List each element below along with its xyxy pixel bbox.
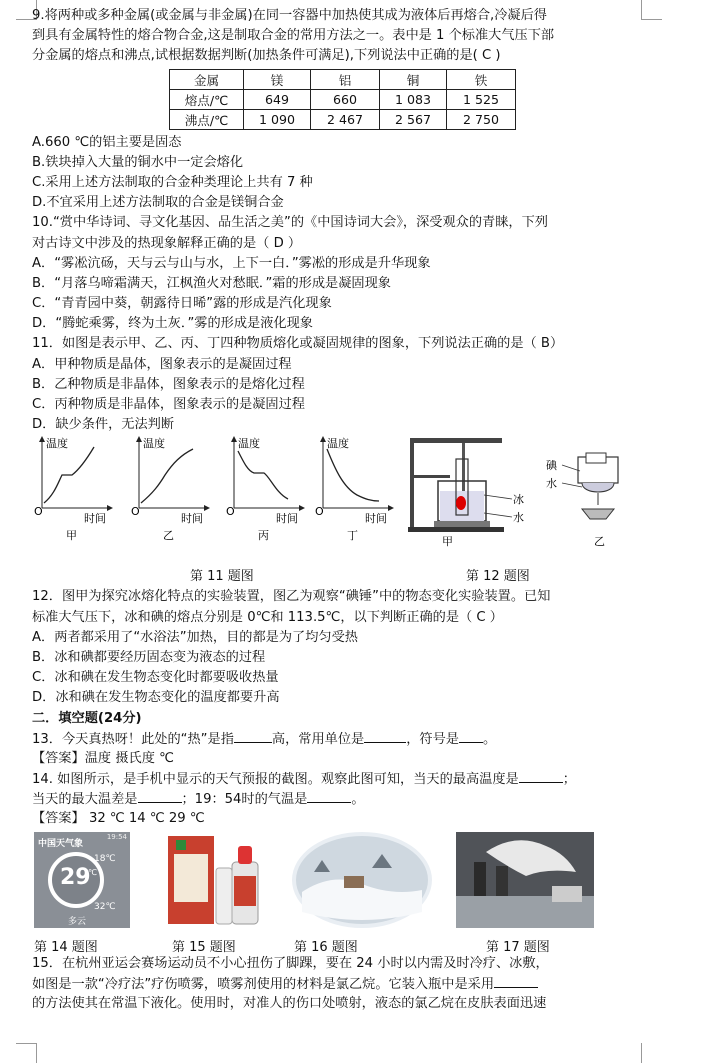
ice-label: 冰 — [513, 493, 524, 507]
q10-line: 对古诗文中涉及的热现象解释正确的是（ D ） — [32, 235, 302, 251]
figure-row-11-12 — [32, 435, 680, 565]
weather-title: 中国天气象 — [38, 838, 84, 849]
graph-ding — [315, 436, 391, 542]
crop-mark — [641, 1043, 642, 1063]
table-cell: 2 567 — [380, 109, 447, 129]
weather-current: 29 — [60, 864, 91, 890]
q15-line: 的方法使其在常温下液化。使用时，对准人的伤口处喷射，液态的氯乙烷在皮肤表面迅速 — [32, 996, 547, 1011]
table-cell: 沸点/℃ — [170, 109, 244, 129]
q9-option: C.采用上述方法制取的合金种类理论上共有 7 种 — [32, 174, 313, 190]
graph-xlabel: 时间 — [365, 512, 387, 526]
q9-option: D.不宜采用上述方法制取的合金是镁铜合金 — [32, 195, 284, 211]
water2-label: 水 — [546, 477, 557, 491]
question-11 — [32, 334, 680, 435]
graph-xlabel: 时间 — [276, 512, 298, 526]
table-cell: 649 — [244, 89, 311, 109]
q10-option: D．“腾蛇乘雾，终为土灰．”雾的形成是液化现象 — [32, 316, 313, 332]
graph-origin: O — [226, 505, 235, 519]
q11-option: B．乙种物质是非晶体，图象表示的是熔化过程 — [32, 376, 305, 392]
ice-melting-apparatus — [408, 438, 524, 548]
crop-mark — [36, 1043, 37, 1063]
table-row — [170, 109, 516, 129]
q11-option: C．丙种物质是非晶体，图象表示的是凝固过程 — [32, 397, 305, 412]
figure-caption: 第 17 题图 — [486, 939, 550, 955]
cold-spray-photo — [166, 832, 276, 928]
figure-caption: 第 16 题图 — [294, 939, 358, 955]
weather-condition: 多云 — [68, 916, 87, 927]
q10-line: 10.“赏中华诗词、寻文化基因、品生活之美”的《中国诗词大会》，深受观众的青睐，下列 — [32, 215, 548, 231]
water-label: 水 — [513, 511, 524, 525]
table-cell: 铜 — [380, 69, 447, 89]
caption-row-14-17 — [32, 934, 680, 954]
q14-text: 14. 如图所示，是手机中显示的天气预报的截图。观察此图可知，当天的最高温度是 — [32, 772, 519, 788]
exam-page — [32, 6, 680, 1014]
q10-option: C．“青青园中葵，朝露待日晞”露的形成是汽化现象 — [32, 296, 332, 312]
figure-caption: 第 15 题图 — [172, 939, 236, 955]
q14-text: ； — [562, 772, 576, 788]
graph-bing — [226, 436, 302, 542]
q15-line — [32, 974, 680, 994]
table-cell: 1 525 — [447, 89, 516, 109]
graph-ylabel: 温度 — [327, 437, 349, 451]
apparatus-name: 甲 — [442, 535, 453, 549]
caption-row-11-12 — [32, 565, 680, 587]
table-cell: 铝 — [311, 69, 380, 89]
graph-name: 甲 — [66, 529, 77, 543]
q12-option: C．冰和碘在发生物态变化时都要吸收热量 — [32, 670, 279, 686]
question-10 — [32, 213, 680, 334]
answer-blank[interactable] — [519, 769, 563, 783]
q13-text: 13．今天真热呀！此处的“热”是指 — [32, 731, 234, 747]
table-cell: 660 — [311, 89, 380, 109]
snow-scene-photo — [292, 832, 432, 928]
q9-option: B.铁块掉入大量的铜水中一定会熔化 — [32, 154, 244, 170]
q13-answer: 【答案】温度 摄氏度 ℃ — [32, 750, 174, 766]
table-cell: 金属 — [170, 69, 244, 89]
q12-line: 12．图甲为探究冰熔化特点的实验装置，图乙为观察“碘锤”中的物态变化实验装置。已知 — [32, 589, 551, 605]
weather-time: 19:54 — [106, 832, 127, 841]
q13-text: 。 — [482, 731, 497, 747]
answer-blank[interactable] — [138, 789, 182, 803]
iodine-hammer-apparatus — [546, 453, 618, 548]
graph-ylabel: 温度 — [238, 437, 260, 451]
q14-answer: 【答案】 32 ℃ 14 ℃ 29 ℃ — [32, 811, 205, 827]
crop-mark — [16, 1043, 36, 1044]
q14-line — [32, 789, 680, 809]
q13-line — [32, 729, 680, 749]
table-header-row — [170, 69, 516, 89]
table-cell: 2 750 — [447, 109, 516, 129]
table-cell: 1 083 — [380, 89, 447, 109]
answer-blank[interactable] — [364, 729, 406, 743]
apparatus-name: 乙 — [594, 535, 605, 549]
question-13 — [32, 729, 680, 769]
q11-line: 11．如图是表示甲、乙、丙、丁四种物质熔化或凝固规律的图象，下列说法正确的是（ B） — [32, 336, 564, 352]
q11-option: D．缺少条件，无法判断 — [32, 417, 175, 433]
graph-origin: O — [315, 505, 324, 519]
table-cell: 铁 — [447, 69, 516, 89]
question-12 — [32, 587, 680, 708]
answer-blank[interactable] — [234, 729, 272, 743]
table-row — [170, 89, 516, 109]
q9-option: A.660 ℃的铝主要是固态 — [32, 134, 182, 150]
metal-table — [169, 69, 516, 130]
q14-text: ；19：54时的气温是 — [181, 792, 308, 808]
snow-machine-photo — [456, 832, 594, 928]
graph-ylabel: 温度 — [143, 437, 165, 451]
q12-option: A．两者都采用了“水浴法”加热，目的都是为了均匀受热 — [32, 629, 358, 645]
weather-screenshot — [34, 832, 130, 928]
weather-unit: ℃ — [88, 867, 97, 877]
q12-option: B．冰和碘都要经历固态变为液态的过程 — [32, 649, 266, 665]
graph-name: 丙 — [258, 529, 269, 543]
q9-line: 9.将两种或多种金属(或金属与非金属)在同一容器中加热使其成为液体后再熔合,冷凝后得 — [32, 8, 547, 23]
graph-origin: O — [131, 505, 140, 519]
q15-line: 15．在杭州亚运会赛场运动员不小心扭伤了脚踝，要在 24 小时以内需及时冷疗、冰敷， — [32, 955, 549, 971]
section-heading: 二．填空题(24分) — [32, 710, 142, 726]
table-cell: 熔点/℃ — [170, 89, 244, 109]
q10-option: A．“雾凇沆砀，天与云与山与水，上下一白．”雾凇的形成是升华现象 — [32, 255, 431, 271]
answer-blank[interactable] — [459, 729, 483, 743]
q9-line: 分金属的熔点和沸点,试根据数据判断(加热条件可满足),下列说法中正确的是( C ) — [32, 48, 501, 64]
q13-text: ，符号是 — [406, 731, 459, 747]
figure-caption: 第 14 题图 — [34, 939, 98, 955]
q14-line — [32, 769, 680, 789]
graph-jia — [34, 436, 110, 542]
graph-xlabel: 时间 — [181, 512, 203, 526]
question-14 — [32, 769, 680, 830]
question-15 — [32, 954, 680, 1015]
table-cell: 镁 — [244, 69, 311, 89]
graph-origin: O — [34, 505, 43, 519]
q10-option: B．“月落乌啼霜满天，江枫渔火对愁眠．”霜的形成是凝固现象 — [32, 275, 391, 291]
q14-text: 当天的最大温差是 — [32, 792, 138, 808]
figure-caption: 第 11 题图 — [190, 569, 254, 585]
question-9 — [32, 6, 680, 213]
q15-text: 如图是一款“冷疗法”疗伤喷雾，喷雾剂使用的材料是氯乙烷。它装入瓶中是采用 — [32, 976, 495, 992]
weather-low: 18℃ — [94, 853, 116, 864]
graph-yi — [131, 436, 207, 542]
table-cell: 1 090 — [244, 109, 311, 129]
q14-text: 。 — [351, 792, 365, 808]
answer-blank[interactable] — [307, 789, 351, 803]
graph-name: 丁 — [347, 529, 358, 543]
figure-caption: 第 12 题图 — [466, 569, 530, 585]
iodine-label: 碘 — [546, 459, 557, 473]
answer-blank[interactable] — [494, 974, 538, 988]
graph-name: 乙 — [163, 529, 174, 543]
q13-text: 高，常用单位是 — [271, 731, 365, 747]
photo-row — [32, 832, 680, 934]
q9-line: 到具有金属特性的熔合物合金,这是制取合金的常用方法之一。表中是 1 个标准大气压下部 — [32, 28, 555, 44]
graph-ylabel: 温度 — [46, 437, 68, 451]
graph-xlabel: 时间 — [84, 512, 106, 526]
q12-option: D．冰和碘在发生物态变化的温度都要升高 — [32, 690, 280, 706]
figure-11-12-svg — [32, 435, 680, 565]
weather-high: 32℃ — [94, 901, 116, 912]
q12-line: 标准大气压下，冰和碘的熔点分别是 0℃和 113.5℃，以下判断正确的是（ C ） — [32, 609, 503, 625]
q11-option: A．甲种物质是晶体，图象表示的是凝固过程 — [32, 356, 292, 372]
table-cell: 2 467 — [311, 109, 380, 129]
